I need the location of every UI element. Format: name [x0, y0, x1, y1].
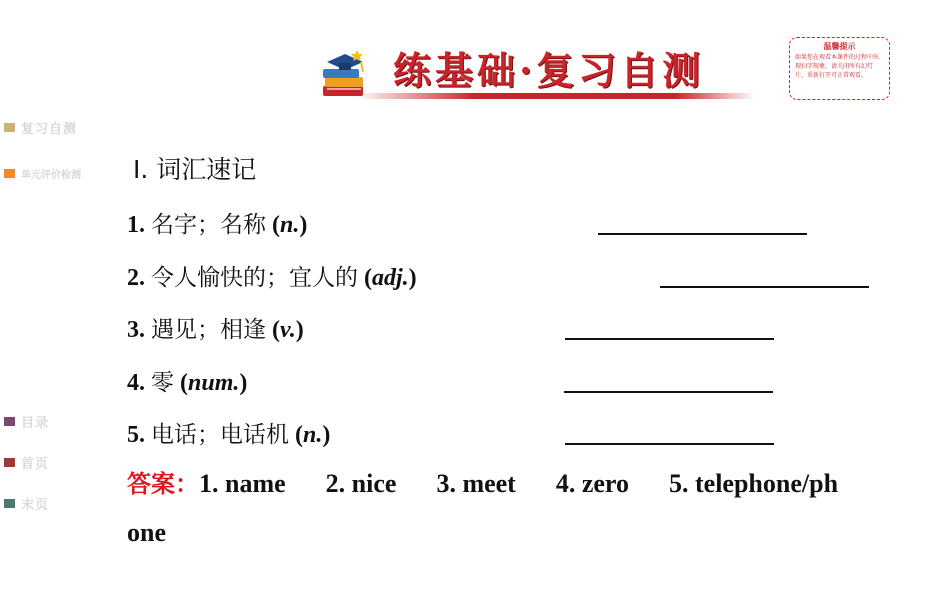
answer-item: 2. nice: [325, 469, 397, 498]
answer-label: 答案：: [127, 470, 199, 498]
nav-unit-evaluation[interactable]: [4, 166, 81, 181]
nav-square-icon: [4, 169, 15, 178]
item-meaning: 令人愉快的；宜人的: [151, 265, 358, 291]
nav-review-self-test[interactable]: [4, 118, 77, 137]
nav-square-icon: [4, 123, 15, 132]
item-meaning: 零: [151, 370, 174, 396]
answer-blank[interactable]: [660, 286, 869, 288]
answer-blank[interactable]: [565, 443, 774, 445]
answer-item: 1. name: [199, 469, 286, 498]
banner-title: 练基础·复习自测: [393, 48, 705, 93]
tip-body: 如果您在观看本课件的过程中出现扫字现象，请关闭所有幻灯片，重新打开可正常观看。: [795, 54, 880, 79]
vocab-item: 2. 令人愉快的；宜人的 (adj.): [127, 265, 417, 291]
nav-contents[interactable]: [4, 412, 49, 431]
nav-label: 目录: [21, 415, 50, 430]
answer-continuation: one: [127, 518, 166, 547]
item-meaning: 遇见；相逢: [151, 317, 266, 343]
nav-label: 复习自测: [21, 121, 78, 136]
answer-line: [127, 464, 838, 499]
nav-square-icon: [4, 499, 15, 508]
tip-box: [789, 37, 890, 100]
item-part-of-speech: adj.: [372, 265, 409, 291]
answer-item: 3. meet: [436, 469, 516, 498]
nav-label: 单元评价检测: [21, 170, 81, 181]
answer-blank[interactable]: [565, 338, 774, 340]
item-number: 4.: [127, 370, 145, 396]
answer-blank[interactable]: [598, 233, 807, 235]
section-banner: [315, 38, 755, 108]
answer-blank[interactable]: [564, 391, 773, 393]
item-meaning: 电话；电话机: [151, 422, 289, 448]
nav-square-icon: [4, 458, 15, 467]
vocab-item: 3. 遇见；相逢 (v.): [127, 317, 304, 343]
vocab-item: 5. 电话；电话机 (n.): [127, 422, 331, 448]
answer-item: 5. telephone/ph: [669, 469, 839, 498]
item-number: 2.: [127, 265, 145, 291]
vocab-item: 4. 零 (num.): [127, 370, 248, 396]
side-nav: [0, 0, 110, 594]
item-number: 5.: [127, 422, 145, 448]
item-part-of-speech: v.: [280, 317, 296, 343]
nav-last-page[interactable]: [4, 494, 49, 513]
item-part-of-speech: num.: [188, 370, 240, 396]
item-part-of-speech: n.: [303, 422, 323, 448]
nav-square-icon: [4, 417, 15, 426]
item-part-of-speech: n.: [280, 212, 300, 238]
item-number: 1.: [127, 212, 145, 238]
banner-underline: [355, 93, 755, 99]
nav-label: 末页: [21, 497, 50, 512]
tip-title: 温馨提示: [823, 42, 856, 51]
answer-item: 4. zero: [555, 469, 629, 498]
nav-label: 首页: [21, 456, 50, 471]
vocab-item: 1. 名字；名称 (n.): [127, 212, 308, 238]
section-heading: Ⅰ. 词汇速记: [133, 155, 257, 184]
item-number: 3.: [127, 317, 145, 343]
item-meaning: 名字；名称: [151, 212, 266, 238]
nav-first-page[interactable]: [4, 453, 49, 472]
